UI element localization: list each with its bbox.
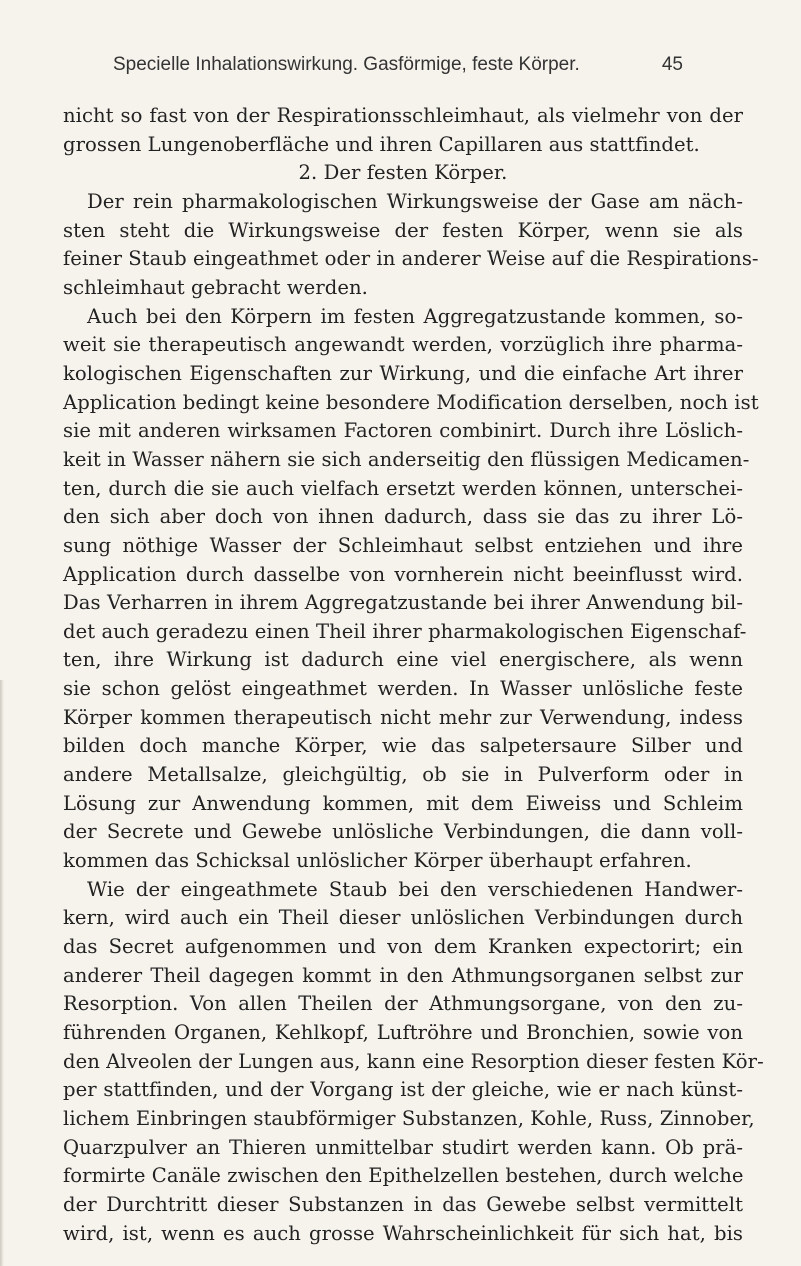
text-line: Wie der eingeathmete Staub bei den verschiedenen Handwer- xyxy=(87,877,743,901)
text-line: wird, ist, wenn es auch grosse Wahrscheinlichkeit für sich hat, bis xyxy=(63,1221,743,1245)
text-line: per stattfinden, und der Vorgang ist der gleiche, wie er nach künst- xyxy=(63,1078,743,1102)
text-line: schleimhaut gebracht werden. xyxy=(63,275,368,299)
section-heading: 2. Der festen Körper. xyxy=(298,161,508,185)
text-line: Application durch dasselbe von vornherein nicht beeinflusst wird. xyxy=(63,562,743,586)
text-line: Das Verharren in ihrem Aggregatzustande bei ihrer Anwendung bil- xyxy=(63,591,743,615)
page-edge-shadow xyxy=(0,680,4,1266)
running-head-title: Specielle Inhalationswirkung. Gasförmige, feste Körper. xyxy=(113,54,580,75)
text-line: keit in Wasser nähern sie sich anderseitig den flüssigen Medicamen- xyxy=(63,447,750,471)
text-line: den sich aber doch von ihnen dadurch, dass sie das zu ihrer Lö- xyxy=(63,505,743,529)
text-line: Quarzpulver an Thieren unmittelbar studirt werden kann. Ob prä- xyxy=(63,1135,743,1159)
text-line: grossen Lungenoberfläche und ihren Capillaren aus stattfindet. xyxy=(63,132,700,156)
text-line: sten steht die Wirkungsweise der festen Körper, wenn sie als xyxy=(63,218,743,242)
text-line: Auch bei den Körpern im festen Aggregatzustande kommen, so- xyxy=(87,304,743,328)
text-line: formirte Canäle zwischen den Epithelzellen bestehen, durch welche xyxy=(63,1164,744,1188)
text-line: kern, wird auch ein Theil dieser unlöslichen Verbindungen durch xyxy=(63,906,743,930)
text-line: führenden Organen, Kehlkopf, Luftröhre und Bronchien, sowie von xyxy=(63,1021,743,1044)
text-line: Der rein pharmakologischen Wirkungsweise der Gase am näch- xyxy=(87,189,743,213)
text-line: das Secret aufgenommen und von dem Kranken expectorirt; ein xyxy=(63,935,743,959)
text-line: det auch geradezu einen Theil ihrer pharmakologischen Eigenschaf- xyxy=(63,619,747,643)
text-line: weit sie therapeutisch angewandt werden, vorzüglich ihre pharma- xyxy=(63,333,743,357)
text-line: kommen das Schicksal unlöslicher Körper überhaupt erfahren. xyxy=(63,849,692,873)
text-line: andere Metallsalze, gleichgültig, ob sie in Pulverform oder in xyxy=(63,763,743,787)
text-line: Lösung zur Anwendung kommen, mit dem Eiweiss und Schleim xyxy=(63,791,743,815)
text-line: anderer Theil dagegen kommt in den Athmungsorganen selbst zur xyxy=(63,963,743,987)
page-number: 45 xyxy=(661,54,683,75)
text-line: Application bedingt keine besondere Modification derselben, noch ist xyxy=(63,390,759,414)
text-line: ten, ihre Wirkung ist dadurch eine viel energischere, als wenn xyxy=(63,648,743,672)
text-line: sung nöthige Wasser der Schleimhaut selbst entziehen und ihre xyxy=(63,533,743,557)
text-line: Körper kommen therapeutisch nicht mehr zur Verwendung, indess xyxy=(63,705,743,729)
text-line: nicht so fast von der Respirationsschleimhaut, als vielmehr von der xyxy=(63,104,743,127)
text-line: lichem Einbringen staubförmiger Substanzen, Kohle, Russ, Zinnober, xyxy=(63,1106,755,1130)
text-line: Resorption. Von allen Theilen der Athmungsorgane, von den zu- xyxy=(63,992,743,1016)
text-line: der Secrete und Gewebe unlösliche Verbindungen, die dann voll- xyxy=(63,820,743,844)
text-line: bilden doch manche Körper, wie das salpetersaure Silber und xyxy=(63,734,743,758)
text-line: der Durchtritt dieser Substanzen in das Gewebe selbst vermittelt xyxy=(63,1192,743,1216)
text-line: feiner Staub eingeathmet oder in anderer Weise auf die Respirations- xyxy=(63,247,759,271)
text-line: sie mit anderen wirksamen Factoren combinirt. Durch ihre Löslich- xyxy=(63,419,743,443)
text-line: den Alveolen der Lungen aus, kann eine Resorption dieser festen Kör- xyxy=(63,1049,764,1073)
text-line: sie schon gelöst eingeathmet werden. In Wasser unlösliche feste xyxy=(63,677,743,701)
text-line: kologischen Eigenschaften zur Wirkung, und die einfache Art ihrer xyxy=(63,361,743,385)
body-text xyxy=(63,102,764,1248)
text-line: ten, durch die sie auch vielfach ersetzt werden können, unterschei- xyxy=(63,476,743,500)
